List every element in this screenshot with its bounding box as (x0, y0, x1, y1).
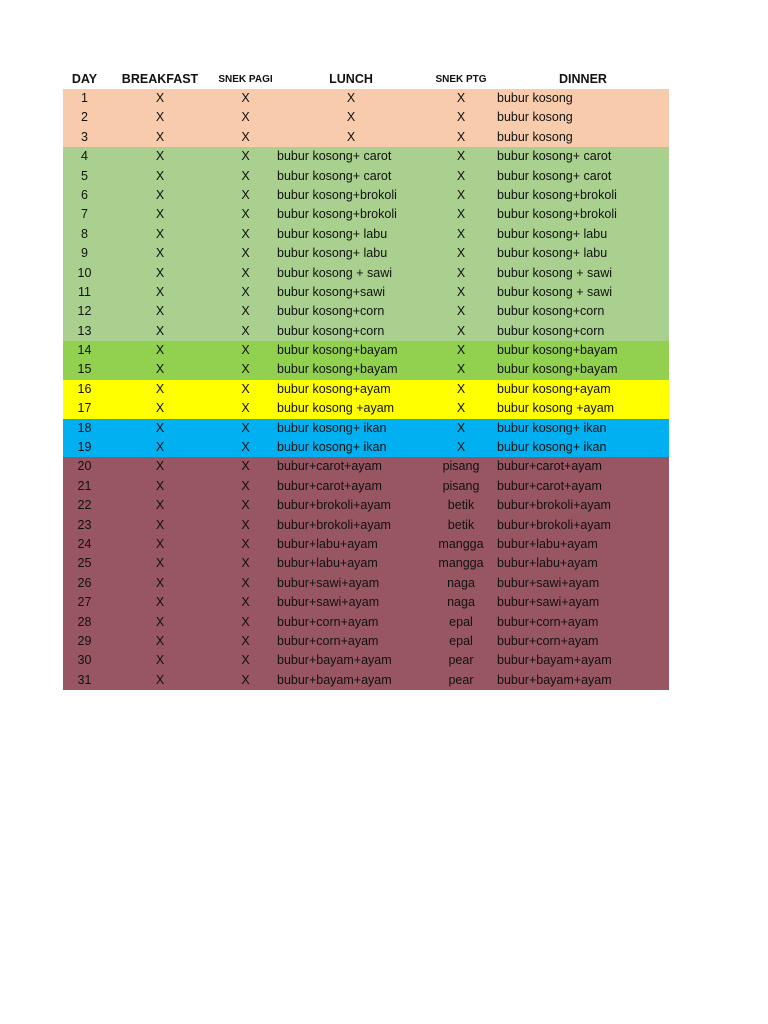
cell-day: 8 (81, 226, 88, 241)
cell-breakfast: X (155, 517, 165, 532)
table-row (63, 205, 669, 224)
cell-dinner: bubur+bayam+ayam (497, 653, 612, 668)
cell-dinner: bubur+brokoli+ayam (497, 517, 611, 532)
cell-lunch: bubur kosong+ ikan (277, 420, 387, 435)
cell-snek-pagi: X (241, 556, 250, 571)
cell-snek-ptg: betik (447, 517, 475, 532)
cell-day: 22 (77, 498, 92, 513)
cell-day: 6 (81, 187, 88, 202)
header-lunch: LUNCH (329, 72, 373, 86)
cell-snek-pagi: X (241, 187, 250, 202)
cell-day: 16 (77, 381, 92, 396)
table-row (63, 516, 669, 535)
cell-dinner: bubur+carot+ayam (497, 478, 602, 493)
cell-lunch: bubur+labu+ayam (277, 536, 378, 551)
cell-breakfast: X (155, 323, 165, 338)
cell-snek-ptg: pear (448, 672, 474, 687)
table-row (63, 380, 669, 399)
cell-breakfast: X (155, 401, 165, 416)
cell-snek-pagi: X (241, 362, 250, 377)
table-row (63, 651, 669, 670)
cell-dinner: bubur kosong + sawi (497, 284, 613, 299)
table-row (63, 283, 669, 302)
header-breakfast: BREAKFAST (121, 72, 199, 86)
cell-dinner: bubur kosong+ labu (497, 246, 608, 261)
cell-breakfast: X (155, 633, 165, 648)
cell-day: 15 (77, 362, 92, 377)
header-dinner: DINNER (559, 72, 607, 86)
cell-lunch: bubur+carot+ayam (277, 478, 382, 493)
cell-snek-pagi: X (241, 304, 250, 319)
cell-lunch: bubur kosong+ ikan (277, 440, 387, 455)
cell-lunch: bubur kosong+brokoli (277, 207, 397, 222)
cell-day: 9 (81, 246, 88, 261)
cell-snek-ptg: epal (449, 633, 473, 648)
cell-snek-pagi: X (241, 536, 250, 551)
cell-dinner: bubur kosong+ labu (497, 226, 608, 241)
cell-breakfast: X (155, 478, 165, 493)
cell-snek-pagi: X (241, 595, 250, 610)
table-row (63, 554, 669, 573)
cell-day: 12 (77, 304, 92, 319)
cell-snek-pagi: X (241, 381, 250, 396)
cell-snek-ptg: X (456, 246, 466, 261)
cell-snek-ptg: mangga (438, 556, 484, 571)
cell-lunch: bubur kosong+sawi (277, 284, 386, 299)
cell-snek-pagi: X (241, 401, 250, 416)
table-row (63, 244, 669, 263)
cell-snek-ptg: mangga (438, 536, 484, 551)
cell-breakfast: X (155, 91, 165, 105)
cell-dinner: bubur+sawi+ayam (497, 595, 600, 610)
cell-snek-pagi: X (241, 149, 250, 164)
cell-breakfast: X (155, 595, 165, 610)
cell-day: 2 (81, 110, 88, 125)
cell-snek-pagi: X (241, 478, 250, 493)
cell-day: 26 (77, 575, 92, 590)
cell-lunch: bubur+bayam+ayam (277, 672, 392, 687)
cell-snek-pagi: X (241, 168, 250, 183)
cell-lunch: X (346, 110, 356, 125)
cell-snek-ptg: naga (447, 595, 475, 610)
cell-dinner: bubur kosong + sawi (497, 265, 613, 280)
cell-lunch: bubur kosong+ labu (277, 246, 388, 261)
cell-day: 3 (81, 129, 88, 144)
cell-snek-ptg: X (456, 168, 466, 183)
cell-dinner: bubur+carot+ayam (497, 459, 602, 474)
cell-day: 24 (77, 536, 92, 551)
cell-dinner: bubur kosong+ carot (497, 168, 612, 183)
cell-lunch: bubur+corn+ayam (277, 614, 379, 629)
table-row (63, 438, 669, 457)
table-row (63, 225, 669, 244)
cell-lunch: X (346, 91, 356, 105)
cell-breakfast: X (155, 381, 165, 396)
cell-snek-pagi: X (241, 343, 250, 358)
table-row (63, 574, 669, 593)
cell-snek-ptg: X (456, 91, 466, 105)
table-row (63, 496, 669, 515)
cell-lunch: bubur+brokoli+ayam (277, 517, 391, 532)
cell-lunch: bubur+brokoli+ayam (277, 498, 391, 513)
cell-snek-ptg: X (456, 440, 466, 455)
cell-day: 10 (77, 265, 92, 280)
cell-snek-ptg: naga (447, 575, 475, 590)
cell-breakfast: X (155, 284, 165, 299)
cell-snek-ptg: betik (447, 498, 475, 513)
cell-day: 30 (77, 653, 92, 668)
cell-breakfast: X (155, 556, 165, 571)
cell-snek-pagi: X (241, 129, 250, 144)
cell-snek-ptg: X (456, 362, 466, 377)
cell-day: 31 (77, 672, 92, 687)
cell-snek-ptg: epal (449, 614, 473, 629)
cell-snek-ptg: X (456, 343, 466, 358)
cell-dinner: bubur kosong +ayam (497, 401, 615, 416)
cell-snek-ptg: X (456, 226, 466, 241)
table-row (63, 264, 669, 283)
cell-breakfast: X (155, 362, 165, 377)
cell-snek-ptg: X (456, 381, 466, 396)
header-snek-ptg: SNEK PTG (435, 74, 487, 85)
cell-dinner: bubur+brokoli+ayam (497, 498, 611, 513)
cell-dinner: bubur kosong+bayam (497, 362, 618, 377)
cell-breakfast: X (155, 653, 165, 668)
table-row (63, 535, 669, 554)
cell-snek-ptg: X (456, 420, 466, 435)
cell-snek-ptg: pear (448, 653, 474, 668)
cell-breakfast: X (155, 459, 165, 474)
cell-day: 5 (81, 168, 88, 183)
cell-breakfast: X (155, 149, 165, 164)
cell-day: 4 (81, 149, 88, 164)
cell-dinner: bubur+sawi+ayam (497, 575, 600, 590)
cell-day: 7 (81, 207, 88, 222)
cell-snek-pagi: X (241, 265, 250, 280)
cell-breakfast: X (155, 207, 165, 222)
table-row (63, 632, 669, 651)
cell-snek-pagi: X (241, 614, 250, 629)
cell-breakfast: X (155, 187, 165, 202)
cell-snek-pagi: X (241, 653, 250, 668)
cell-breakfast: X (155, 304, 165, 319)
cell-dinner: bubur kosong+brokoli (497, 207, 617, 222)
cell-snek-pagi: X (241, 246, 250, 261)
cell-snek-pagi: X (241, 91, 250, 105)
cell-dinner: bubur+corn+ayam (497, 633, 599, 648)
cell-lunch: bubur kosong+brokoli (277, 187, 397, 202)
cell-lunch: bubur kosong+bayam (277, 362, 398, 377)
cell-dinner: bubur kosong (497, 91, 573, 105)
cell-snek-pagi: X (241, 633, 250, 648)
table-row (63, 360, 669, 379)
cell-snek-pagi: X (241, 672, 250, 687)
meal-plan-table (63, 70, 669, 690)
cell-dinner: bubur kosong+brokoli (497, 187, 617, 202)
cell-snek-ptg: X (456, 129, 466, 144)
cell-breakfast: X (155, 168, 165, 183)
cell-day: 21 (77, 478, 92, 493)
table-row (63, 167, 669, 186)
cell-snek-ptg: X (456, 304, 466, 319)
table-row (63, 399, 669, 418)
cell-snek-ptg: X (456, 265, 466, 280)
cell-dinner: bubur kosong+ ikan (497, 440, 607, 455)
cell-breakfast: X (155, 420, 165, 435)
cell-lunch: bubur+carot+ayam (277, 459, 382, 474)
cell-breakfast: X (155, 575, 165, 590)
cell-breakfast: X (155, 246, 165, 261)
cell-snek-pagi: X (241, 575, 250, 590)
table-row (63, 593, 669, 612)
cell-lunch: bubur+labu+ayam (277, 556, 378, 571)
table-row (63, 322, 669, 341)
cell-snek-pagi: X (241, 323, 250, 338)
cell-snek-ptg: pisang (442, 478, 480, 493)
header-snek-pagi: SNEK PAGI (218, 74, 273, 85)
cell-lunch: bubur kosong+corn (277, 323, 385, 338)
cell-snek-ptg: X (456, 207, 466, 222)
cell-breakfast: X (155, 110, 165, 125)
cell-dinner: bubur kosong+corn (497, 304, 605, 319)
cell-breakfast: X (155, 536, 165, 551)
cell-day: 27 (77, 595, 92, 610)
table-row (63, 457, 669, 476)
cell-breakfast: X (155, 129, 165, 144)
cell-breakfast: X (155, 614, 165, 629)
cell-dinner: bubur kosong+ ikan (497, 420, 607, 435)
table-row (63, 302, 669, 321)
cell-dinner: bubur kosong+bayam (497, 343, 618, 358)
cell-breakfast: X (155, 440, 165, 455)
cell-snek-pagi: X (241, 440, 250, 455)
table-header-row (63, 70, 669, 89)
cell-snek-ptg: X (456, 110, 466, 125)
cell-dinner: bubur+corn+ayam (497, 614, 599, 629)
cell-lunch: bubur kosong + sawi (277, 265, 393, 280)
table-row (63, 186, 669, 205)
cell-snek-pagi: X (241, 517, 250, 532)
table-row (63, 147, 669, 166)
table-row (63, 477, 669, 496)
cell-dinner: bubur kosong+ayam (497, 381, 611, 396)
cell-dinner: bubur kosong (497, 110, 573, 125)
cell-dinner: bubur+labu+ayam (497, 536, 598, 551)
cell-breakfast: X (155, 265, 165, 280)
cell-day: 25 (77, 556, 92, 571)
cell-snek-pagi: X (241, 284, 250, 299)
cell-dinner: bubur kosong+corn (497, 323, 605, 338)
cell-snek-ptg: X (456, 401, 466, 416)
table-row (63, 613, 669, 632)
cell-day: 18 (77, 420, 92, 435)
cell-day: 11 (78, 284, 91, 299)
cell-lunch: bubur kosong+ carot (277, 149, 392, 164)
cell-lunch: bubur kosong+ayam (277, 381, 391, 396)
cell-dinner: bubur kosong (497, 129, 573, 144)
cell-lunch: bubur kosong +ayam (277, 401, 395, 416)
cell-lunch: bubur kosong+corn (277, 304, 385, 319)
table-row (63, 108, 669, 127)
cell-snek-pagi: X (241, 226, 250, 241)
cell-snek-pagi: X (241, 207, 250, 222)
cell-lunch: bubur+sawi+ayam (277, 595, 380, 610)
table-row (63, 89, 669, 108)
cell-snek-pagi: X (241, 420, 250, 435)
cell-breakfast: X (155, 672, 165, 687)
cell-day: 1 (81, 91, 88, 105)
table-row (63, 419, 669, 438)
cell-day: 29 (77, 633, 92, 648)
cell-lunch: bubur kosong+ labu (277, 226, 388, 241)
cell-snek-pagi: X (241, 110, 250, 125)
table-body (63, 89, 669, 690)
table-row (63, 671, 669, 690)
cell-breakfast: X (155, 498, 165, 513)
cell-lunch: bubur+corn+ayam (277, 633, 379, 648)
cell-lunch: bubur kosong+bayam (277, 343, 398, 358)
cell-day: 14 (77, 343, 92, 358)
cell-day: 17 (77, 401, 92, 416)
cell-snek-pagi: X (241, 459, 250, 474)
cell-dinner: bubur kosong+ carot (497, 149, 612, 164)
cell-day: 13 (77, 323, 92, 338)
cell-snek-ptg: pisang (442, 459, 480, 474)
cell-day: 19 (77, 440, 92, 455)
cell-day: 28 (77, 614, 92, 629)
cell-dinner: bubur+bayam+ayam (497, 672, 612, 687)
cell-day: 23 (77, 517, 92, 532)
cell-lunch: bubur+bayam+ayam (277, 653, 392, 668)
cell-breakfast: X (155, 226, 165, 241)
cell-lunch: X (346, 129, 356, 144)
cell-breakfast: X (155, 343, 165, 358)
cell-snek-ptg: X (456, 149, 466, 164)
table-row (63, 341, 669, 360)
cell-snek-ptg: X (456, 187, 466, 202)
cell-snek-ptg: X (456, 284, 466, 299)
cell-day: 20 (77, 459, 92, 474)
header-day: DAY (71, 72, 98, 86)
cell-snek-ptg: X (456, 323, 466, 338)
table-row (63, 128, 669, 147)
cell-snek-pagi: X (241, 498, 250, 513)
cell-lunch: bubur+sawi+ayam (277, 575, 380, 590)
cell-lunch: bubur kosong+ carot (277, 168, 392, 183)
cell-dinner: bubur+labu+ayam (497, 556, 598, 571)
